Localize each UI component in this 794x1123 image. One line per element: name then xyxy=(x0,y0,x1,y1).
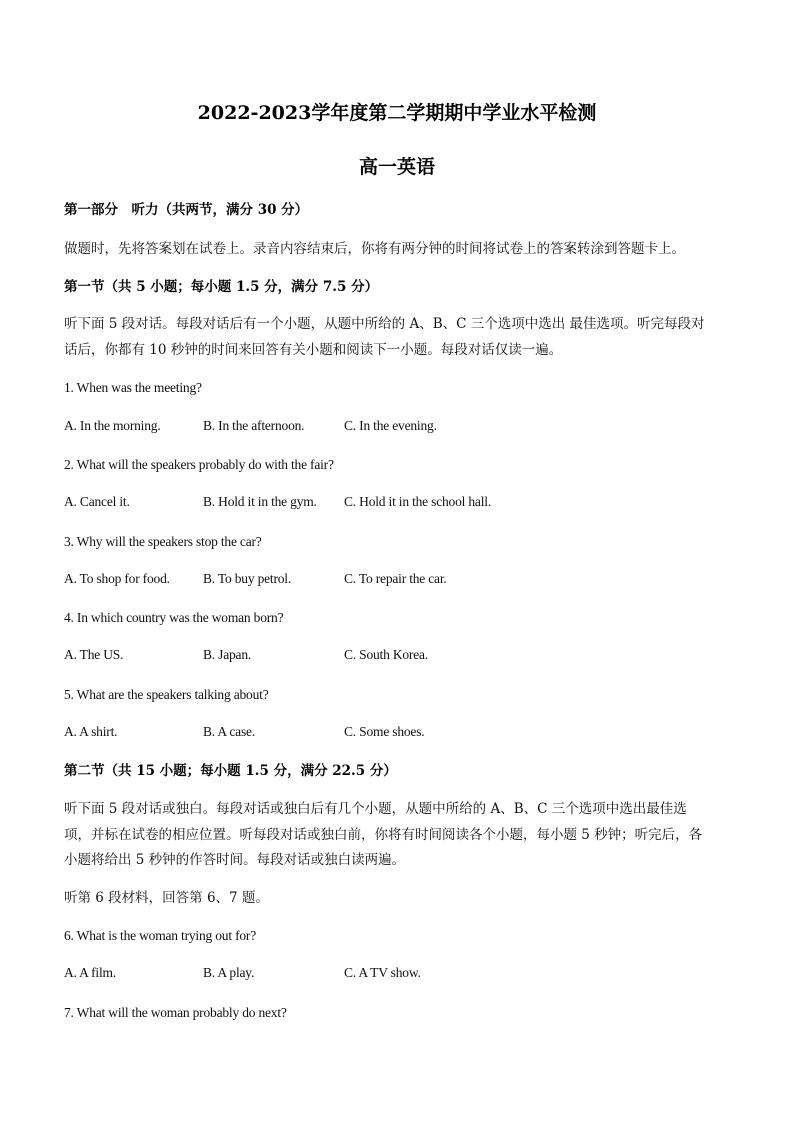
q4-option-b: B. Japan. xyxy=(203,647,252,662)
q5-option-b: B. A case. xyxy=(203,724,255,739)
q1-option-c: C. In the evening. xyxy=(344,418,437,433)
q2-option-a: A. Cancel it. xyxy=(64,494,130,509)
section1-instruction-line1: 听下面 5 段对话。每段对话后有一个小题，从题中所给的 A、B、C 三个选项中选出 最佳选项。听完每段对 xyxy=(64,316,705,332)
part1-heading: 第一部分 听力（共两节，满分 30 分） xyxy=(64,202,309,218)
q2-option-b: B. Hold it in the gym. xyxy=(203,494,317,509)
q2-option-c: C. Hold it in the school hall. xyxy=(344,494,491,509)
material-6-instruction: 听第 6 段材料，回答第 6、7 题。 xyxy=(64,890,269,906)
q4-option-a: A. The US. xyxy=(64,647,124,662)
q3-option-b: B. To buy petrol. xyxy=(203,571,292,586)
section1-instruction-line2: 话后，你都有 10 秒钟的时间来回答有关小题和阅读下一小题。每段对话仅读一遍。 xyxy=(64,342,563,358)
section2-instruction-line1: 听下面 5 段对话或独白。每段对话或独白后有几个小题，从题中所给的 A、B、C 三个选项中选出最佳选 xyxy=(64,801,687,817)
q6-option-a: A. A film. xyxy=(64,965,117,980)
section2-instruction-line3: 小题将给出 5 秒钟的作答时间。每段对话或独白读两遍。 xyxy=(64,852,406,868)
section2-instruction-line2: 项，并标在试卷的相应位置。听每段对话或独白前，你将有时间阅读各个小题，每小题 5 秒钟；听完后，各 xyxy=(64,827,703,843)
question-2: 2. What will the speakers probably do with the fair? xyxy=(64,457,334,472)
q3-option-a: A. To shop for food. xyxy=(64,571,170,586)
question-5: 5. What are the speakers talking about? xyxy=(64,687,269,702)
exam-subject: 高一英语 xyxy=(358,156,435,178)
q1-option-b: B. In the afternoon. xyxy=(203,418,305,433)
q4-option-c: C. South Korea. xyxy=(344,647,428,662)
q5-option-c: C. Some shoes. xyxy=(344,724,425,739)
q3-option-c: C. To repair the car. xyxy=(344,571,447,586)
exam-title: 2022-2023学年度第二学期期中学业水平检测 xyxy=(197,102,597,124)
question-4: 4. In which country was the woman born? xyxy=(64,610,284,625)
q5-option-a: A. A shirt. xyxy=(64,724,118,739)
question-6: 6. What is the woman trying out for? xyxy=(64,928,257,943)
section1-heading: 第一节（共 5 小题；每小题 1.5 分，满分 7.5 分） xyxy=(64,279,379,295)
section2-heading: 第二节（共 15 小题；每小题 1.5 分，满分 22.5 分） xyxy=(64,763,397,779)
question-3: 3. Why will the speakers stop the car? xyxy=(64,534,262,549)
question-7: 7. What will the woman probably do next? xyxy=(64,1005,287,1020)
part1-instruction: 做题时，先将答案划在试卷上。录音内容结束后，你将有两分钟的时间将试卷上的答案转涂到答题卡上。 xyxy=(64,241,685,257)
q6-option-b: B. A play. xyxy=(203,965,255,980)
question-1: 1. When was the meeting? xyxy=(64,380,202,395)
q6-option-c: C. A TV show. xyxy=(344,965,421,980)
q1-option-a: A. In the morning. xyxy=(64,418,161,433)
